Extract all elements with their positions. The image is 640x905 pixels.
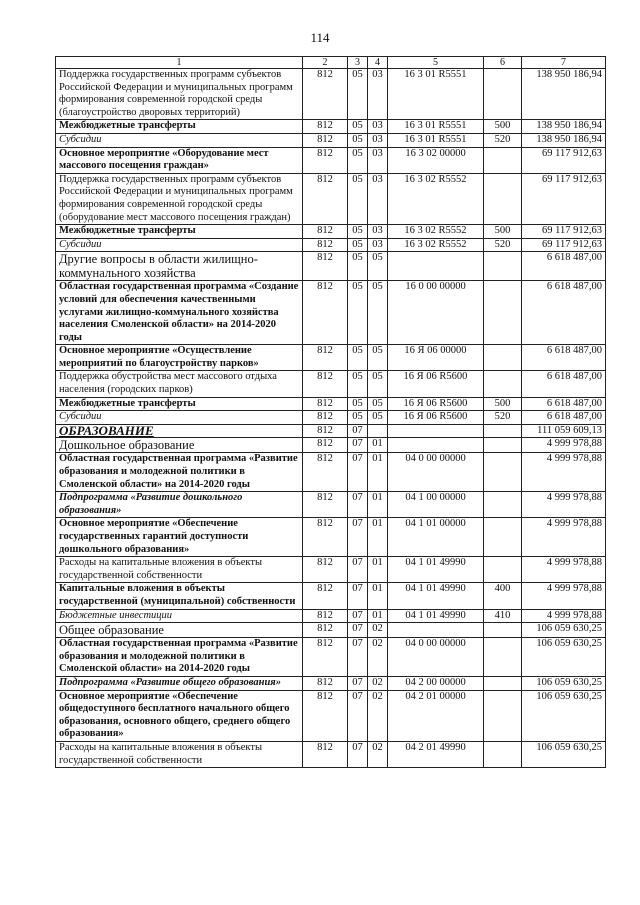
amount-cell: 111 059 609,13 (522, 424, 606, 438)
row-name-cell: Капитальные вложения в объекты государственной (муниципальной) собственности (56, 583, 303, 609)
expense-type-cell: 500 (484, 120, 522, 134)
target-article-cell: 04 0 00 00000 (388, 453, 484, 492)
section-code-cell: 05 (348, 345, 368, 371)
section-code-cell: 05 (348, 281, 368, 345)
row-name-cell: Общее образование (56, 623, 303, 638)
row-name-cell: Поддержка обустройства мест массового отдыха населения (городских парков) (56, 371, 303, 397)
table-row (56, 133, 606, 147)
target-article-cell: 04 1 01 00000 (388, 518, 484, 557)
row-name-cell: Подпрограмма «Развитие общего образования» (56, 676, 303, 690)
amount-cell: 138 950 186,94 (522, 133, 606, 147)
amount-cell: 6 618 487,00 (522, 411, 606, 425)
subsection-code-cell: 05 (368, 397, 388, 411)
subsection-code-cell: 03 (368, 133, 388, 147)
table-row (56, 583, 606, 609)
target-article-cell: 04 1 01 49990 (388, 583, 484, 609)
subsection-code-cell: 01 (368, 583, 388, 609)
expense-type-cell (484, 371, 522, 397)
table-row (56, 424, 606, 438)
amount-cell: 106 059 630,25 (522, 676, 606, 690)
header-cell-5: 5 (388, 57, 484, 69)
section-code-cell: 07 (348, 609, 368, 623)
target-article-cell: 04 2 01 00000 (388, 690, 484, 741)
target-article-cell: 16 3 01 R5551 (388, 133, 484, 147)
row-name-cell: Областная государственная программа «Развитие образования и молодежной политики в Смоленской области» на 2014-2020 годы (56, 638, 303, 677)
amount-cell: 106 059 630,25 (522, 623, 606, 638)
subsection-code-cell: 05 (368, 345, 388, 371)
section-code-cell: 07 (348, 557, 368, 583)
section-code-cell: 05 (348, 147, 368, 173)
subsection-code-cell: 05 (368, 281, 388, 345)
admin-code-cell: 812 (303, 173, 348, 224)
amount-cell: 6 618 487,00 (522, 281, 606, 345)
expense-type-cell (484, 557, 522, 583)
target-article-cell: 16 3 02 R5552 (388, 238, 484, 252)
row-name-cell: Межбюджетные трансферты (56, 225, 303, 239)
admin-code-cell: 812 (303, 411, 348, 425)
table-row (56, 438, 606, 453)
expense-type-cell (484, 623, 522, 638)
section-code-cell: 05 (348, 411, 368, 425)
section-code-cell: 07 (348, 424, 368, 438)
table-row (56, 453, 606, 492)
expense-type-cell: 520 (484, 238, 522, 252)
page-number: 114 (310, 30, 330, 45)
section-code-cell: 07 (348, 623, 368, 638)
subsection-code-cell: 02 (368, 676, 388, 690)
amount-cell: 4 999 978,88 (522, 492, 606, 518)
table-row (56, 557, 606, 583)
subsection-code-cell: 02 (368, 638, 388, 677)
target-article-cell: 16 3 01 R5551 (388, 120, 484, 134)
header-cell-6: 6 (484, 57, 522, 69)
section-code-cell: 07 (348, 438, 368, 453)
amount-cell: 69 117 912,63 (522, 147, 606, 173)
subsection-code-cell: 01 (368, 609, 388, 623)
section-code-cell: 05 (348, 120, 368, 134)
target-article-cell: 16 Я 06 R5600 (388, 411, 484, 425)
admin-code-cell: 812 (303, 424, 348, 438)
section-code-cell: 05 (348, 252, 368, 281)
table-row (56, 371, 606, 397)
target-article-cell: 16 3 02 R5552 (388, 225, 484, 239)
expense-type-cell (484, 492, 522, 518)
table-row (56, 252, 606, 281)
subsection-code-cell: 03 (368, 238, 388, 252)
admin-code-cell: 812 (303, 252, 348, 281)
admin-code-cell: 812 (303, 557, 348, 583)
row-name-cell: Бюджетные инвестиции (56, 609, 303, 623)
expense-type-cell (484, 638, 522, 677)
admin-code-cell: 812 (303, 690, 348, 741)
table-row (56, 345, 606, 371)
target-article-cell (388, 623, 484, 638)
header-cell-2: 2 (303, 57, 348, 69)
admin-code-cell: 812 (303, 676, 348, 690)
admin-code-cell: 812 (303, 371, 348, 397)
row-name-cell: Межбюджетные трансферты (56, 120, 303, 134)
row-name-cell: Субсидии (56, 238, 303, 252)
expense-type-cell (484, 147, 522, 173)
admin-code-cell: 812 (303, 345, 348, 371)
admin-code-cell: 812 (303, 238, 348, 252)
admin-code-cell: 812 (303, 69, 348, 120)
subsection-code-cell: 01 (368, 453, 388, 492)
row-name-cell: Дошкольное образование (56, 438, 303, 453)
budget-table (55, 56, 606, 768)
subsection-code-cell: 02 (368, 741, 388, 767)
admin-code-cell: 812 (303, 120, 348, 134)
target-article-cell (388, 438, 484, 453)
row-name-cell: Другие вопросы в области жилищно-коммунального хозяйства (56, 252, 303, 281)
table-row (56, 238, 606, 252)
target-article-cell: 04 1 01 49990 (388, 609, 484, 623)
row-name-cell: Основное мероприятие «Осуществление мероприятий по благоустройству парков» (56, 345, 303, 371)
section-code-cell: 05 (348, 225, 368, 239)
expense-type-cell (484, 690, 522, 741)
table-row (56, 492, 606, 518)
subsection-code-cell: 03 (368, 147, 388, 173)
target-article-cell (388, 252, 484, 281)
amount-cell: 69 117 912,63 (522, 238, 606, 252)
header-cell-4: 4 (368, 57, 388, 69)
header-cell-7: 7 (522, 57, 606, 69)
amount-cell: 69 117 912,63 (522, 225, 606, 239)
row-name-cell: Субсидии (56, 133, 303, 147)
subsection-code-cell: 05 (368, 411, 388, 425)
row-name-cell: Субсидии (56, 411, 303, 425)
table-row (56, 173, 606, 224)
amount-cell: 106 059 630,25 (522, 690, 606, 741)
target-article-cell: 16 3 02 00000 (388, 147, 484, 173)
amount-cell: 6 618 487,00 (522, 397, 606, 411)
admin-code-cell: 812 (303, 147, 348, 173)
amount-cell: 4 999 978,88 (522, 583, 606, 609)
subsection-code-cell: 01 (368, 518, 388, 557)
expense-type-cell: 520 (484, 133, 522, 147)
expense-type-cell (484, 676, 522, 690)
row-name-cell: Основное мероприятие «Обеспечение общедоступного бесплатного начального общего образования, основного общего, среднего общего образования» (56, 690, 303, 741)
table-row (56, 638, 606, 677)
admin-code-cell: 812 (303, 438, 348, 453)
section-code-cell: 07 (348, 518, 368, 557)
target-article-cell: 04 1 00 00000 (388, 492, 484, 518)
expense-type-cell (484, 345, 522, 371)
table-row (56, 69, 606, 120)
table-row (56, 120, 606, 134)
admin-code-cell: 812 (303, 609, 348, 623)
section-code-cell: 05 (348, 371, 368, 397)
amount-cell: 138 950 186,94 (522, 120, 606, 134)
row-name-cell: Основное мероприятие «Обеспечение государственных гарантий доступности дошкольного образования» (56, 518, 303, 557)
section-code-cell: 05 (348, 238, 368, 252)
section-code-cell: 07 (348, 492, 368, 518)
table-row (56, 281, 606, 345)
expense-type-cell (484, 252, 522, 281)
expense-type-cell: 500 (484, 225, 522, 239)
expense-type-cell (484, 69, 522, 120)
target-article-cell: 04 2 00 00000 (388, 676, 484, 690)
subsection-code-cell: 03 (368, 173, 388, 224)
admin-code-cell: 812 (303, 281, 348, 345)
admin-code-cell: 812 (303, 638, 348, 677)
target-article-cell: 16 3 02 R5552 (388, 173, 484, 224)
expense-type-cell: 520 (484, 411, 522, 425)
section-code-cell: 07 (348, 741, 368, 767)
section-code-cell: 05 (348, 133, 368, 147)
table-row (56, 225, 606, 239)
section-code-cell: 05 (348, 397, 368, 411)
section-code-cell: 07 (348, 690, 368, 741)
row-name-cell: Расходы на капитальные вложения в объекты государственной собственности (56, 557, 303, 583)
amount-cell: 4 999 978,88 (522, 438, 606, 453)
target-article-cell: 04 1 01 49990 (388, 557, 484, 583)
expense-type-cell: 400 (484, 583, 522, 609)
section-code-cell: 05 (348, 69, 368, 120)
row-name-cell: Основное мероприятие «Оборудование мест массового посещения граждан» (56, 147, 303, 173)
subsection-code-cell: 02 (368, 623, 388, 638)
admin-code-cell: 812 (303, 133, 348, 147)
target-article-cell: 04 2 01 49990 (388, 741, 484, 767)
target-article-cell: 04 0 00 00000 (388, 638, 484, 677)
section-code-cell: 07 (348, 453, 368, 492)
table-row (56, 397, 606, 411)
target-article-cell: 16 3 01 R5551 (388, 69, 484, 120)
row-name-cell: Областная государственная программа «Создание условий для обеспечения качественными услугами жилищно-коммунального хозяйства населения Смоленской области» на 2014-2020 годы (56, 281, 303, 345)
admin-code-cell: 812 (303, 453, 348, 492)
subsection-code-cell: 01 (368, 492, 388, 518)
subsection-code-cell: 05 (368, 252, 388, 281)
subsection-code-cell: 03 (368, 225, 388, 239)
target-article-cell: 16 0 00 00000 (388, 281, 484, 345)
table-row (56, 518, 606, 557)
subsection-code-cell: 05 (368, 371, 388, 397)
amount-cell: 6 618 487,00 (522, 371, 606, 397)
amount-cell: 6 618 487,00 (522, 252, 606, 281)
admin-code-cell: 812 (303, 518, 348, 557)
subsection-code-cell: 01 (368, 438, 388, 453)
admin-code-cell: 812 (303, 225, 348, 239)
amount-cell: 4 999 978,88 (522, 518, 606, 557)
row-name-cell: Областная государственная программа «Развитие образования и молодежной политики в Смоленской области» на 2014-2020 годы (56, 453, 303, 492)
row-name-cell: Подпрограмма «Развитие дошкольного образования» (56, 492, 303, 518)
table-row (56, 676, 606, 690)
header-row (56, 57, 606, 69)
header-cell-1: 1 (56, 57, 303, 69)
expense-type-cell: 500 (484, 397, 522, 411)
row-name-cell: ОБРАЗОВАНИЕ (56, 424, 303, 438)
header-cell-3: 3 (348, 57, 368, 69)
target-article-cell: 16 Я 06 00000 (388, 345, 484, 371)
amount-cell: 106 059 630,25 (522, 638, 606, 677)
table-row (56, 147, 606, 173)
target-article-cell: 16 Я 06 R5600 (388, 397, 484, 411)
target-article-cell (388, 424, 484, 438)
amount-cell: 4 999 978,88 (522, 557, 606, 583)
admin-code-cell: 812 (303, 741, 348, 767)
target-article-cell: 16 Я 06 R5600 (388, 371, 484, 397)
amount-cell: 4 999 978,88 (522, 609, 606, 623)
table-body (56, 69, 606, 768)
amount-cell: 4 999 978,88 (522, 453, 606, 492)
admin-code-cell: 812 (303, 583, 348, 609)
subsection-code-cell: 02 (368, 690, 388, 741)
row-name-cell: Межбюджетные трансферты (56, 397, 303, 411)
row-name-cell: Поддержка государственных программ субъектов Российской Федерации и муниципальных программ формирования современной городской среды (благоустройство дворовых территорий) (56, 69, 303, 120)
expense-type-cell (484, 438, 522, 453)
expense-type-cell (484, 741, 522, 767)
amount-cell: 69 117 912,63 (522, 173, 606, 224)
amount-cell: 106 059 630,25 (522, 741, 606, 767)
subsection-code-cell: 03 (368, 120, 388, 134)
admin-code-cell: 812 (303, 623, 348, 638)
subsection-code-cell: 03 (368, 69, 388, 120)
admin-code-cell: 812 (303, 492, 348, 518)
expense-type-cell (484, 518, 522, 557)
amount-cell: 6 618 487,00 (522, 345, 606, 371)
section-code-cell: 07 (348, 676, 368, 690)
table-row (56, 609, 606, 623)
row-name-cell: Поддержка государственных программ субъектов Российской Федерации и муниципальных программ формирования современной городской среды (оборудование мест массового посещения граждан) (56, 173, 303, 224)
expense-type-cell (484, 173, 522, 224)
subsection-code-cell (368, 424, 388, 438)
subsection-code-cell: 01 (368, 557, 388, 583)
expense-type-cell: 410 (484, 609, 522, 623)
expense-type-cell (484, 424, 522, 438)
section-code-cell: 07 (348, 638, 368, 677)
row-name-cell: Расходы на капитальные вложения в объекты государственной собственности (56, 741, 303, 767)
section-code-cell: 05 (348, 173, 368, 224)
section-code-cell: 07 (348, 583, 368, 609)
amount-cell: 138 950 186,94 (522, 69, 606, 120)
expense-type-cell (484, 281, 522, 345)
table-row (56, 623, 606, 638)
expense-type-cell (484, 453, 522, 492)
table-row (56, 690, 606, 741)
admin-code-cell: 812 (303, 397, 348, 411)
table-row (56, 741, 606, 767)
